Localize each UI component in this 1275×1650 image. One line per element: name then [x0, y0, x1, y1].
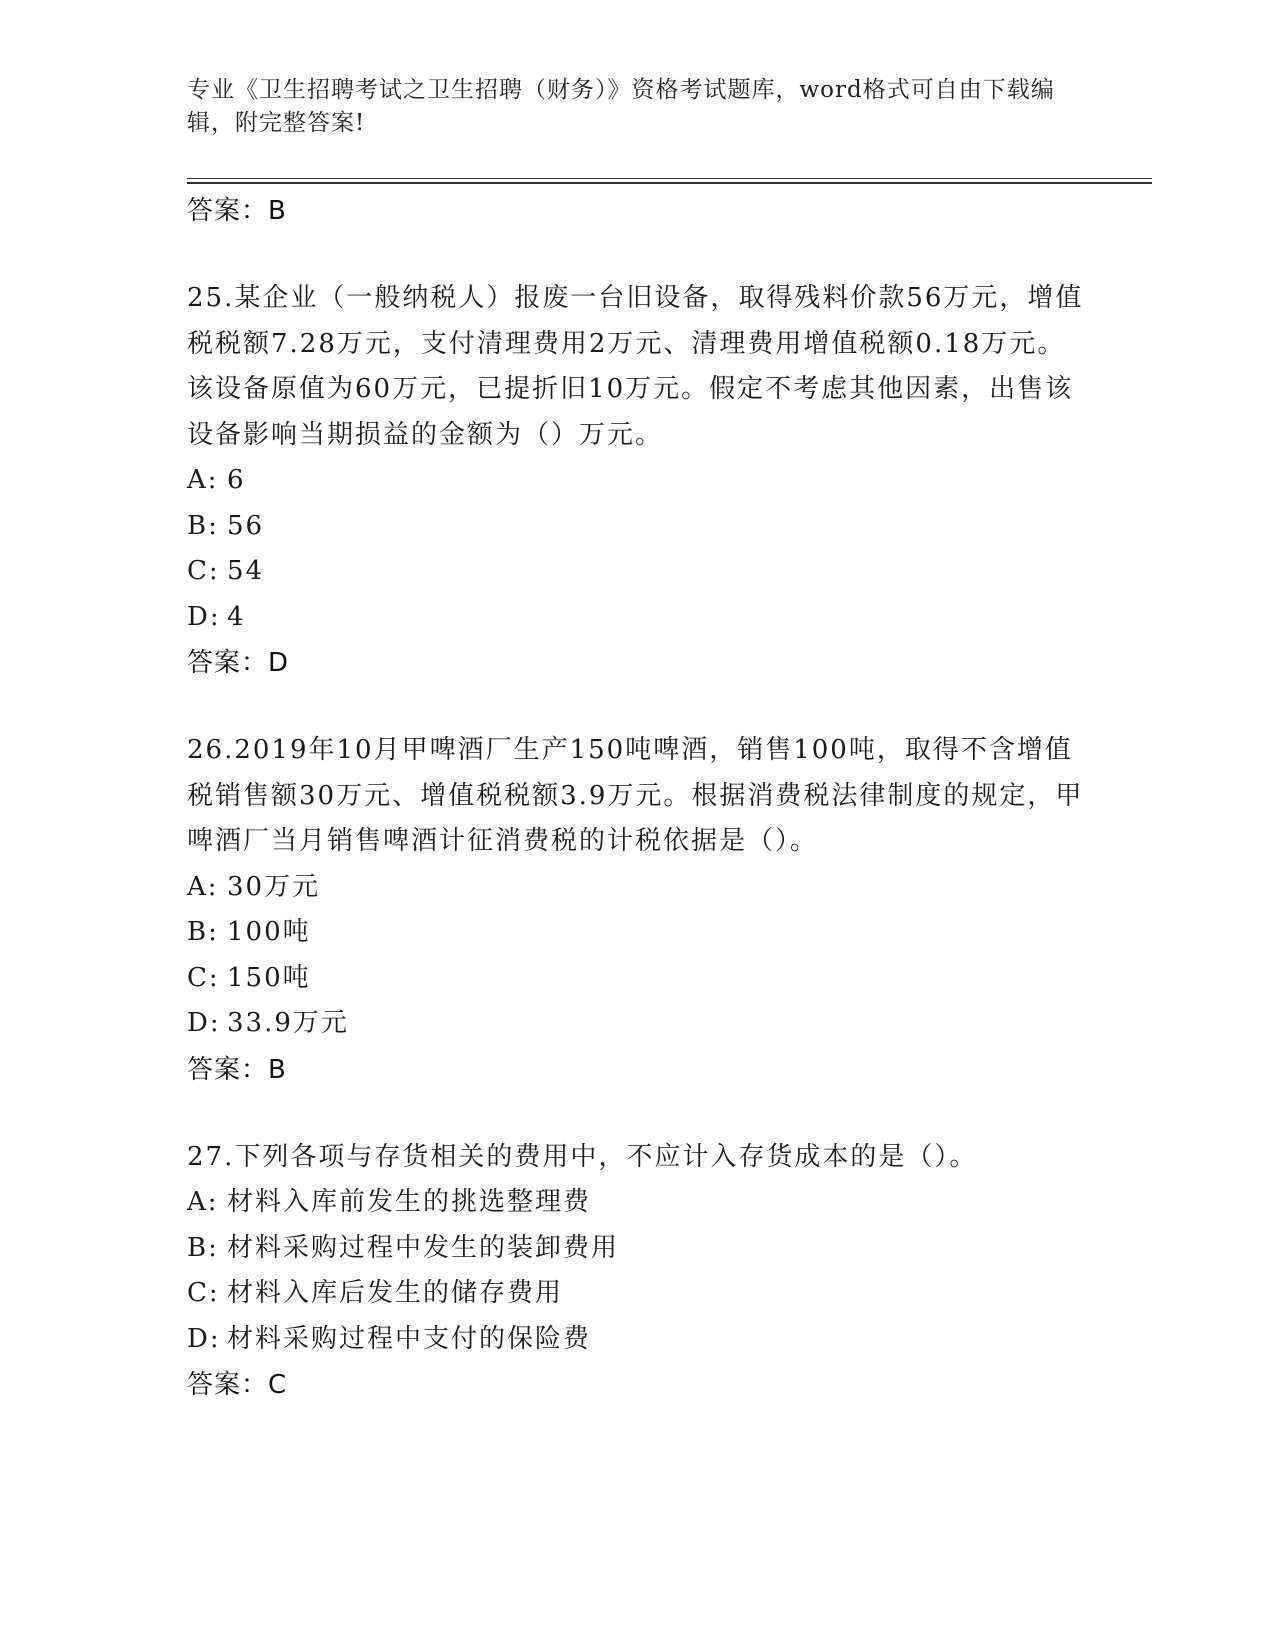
- option-a: [187, 1180, 1087, 1226]
- question-25: [187, 276, 1087, 686]
- option-letter: A:: [187, 871, 219, 902]
- question-stem: 25.某企业（一般纳税人）报废一台旧设备，取得残料价款56万元，增值税税额7.28万元，支付清理费用2万元、清理费用增值税额0.18万元。该设备原值为60万元，已提折旧10万元。假定不考虑其他因素，出售该设备影响当期损益的金额为（）万元。: [187, 283, 1084, 450]
- option-text: 54: [227, 556, 265, 586]
- header-divider-thick: [187, 182, 1152, 184]
- question-answer: 答案：C: [187, 1370, 288, 1400]
- option-letter: B:: [187, 917, 219, 947]
- question-stem: 27.下列各项与存货相关的费用中，不应计入存货成本的是（）。: [187, 1141, 978, 1172]
- option-c: [187, 549, 1087, 595]
- option-a: [187, 865, 1087, 911]
- question-stem: 26.2019年10月甲啤酒厂生产150吨啤酒，销售100吨，取得不含增值税销售额30万元、增值税税额3.9万元。根据消费税法律制度的规定，甲啤酒厂当月销售啤酒计征消费税的计税依据是（）。: [187, 735, 1084, 856]
- option-text: 56: [227, 510, 265, 541]
- question-27: [187, 1135, 1087, 1409]
- option-b: [187, 1226, 1087, 1272]
- option-letter: A:: [187, 465, 219, 495]
- option-d: [187, 595, 1087, 641]
- option-a: [187, 458, 1087, 504]
- page-header: 专业《卫生招聘考试之卫生招聘（财务）》资格考试题库，word格式可自由下载编辑，附完整答案!: [187, 77, 1055, 136]
- option-letter: C:: [187, 1278, 220, 1308]
- option-letter: D:: [187, 1008, 221, 1038]
- option-letter: C:: [187, 962, 220, 993]
- question-answer: 答案：D: [187, 648, 290, 678]
- previous-answer: 答案：B: [187, 196, 287, 226]
- option-text: 材料入库前发生的挑选整理费: [227, 1187, 592, 1217]
- option-text: 30万元: [227, 871, 321, 902]
- option-letter: B:: [187, 1232, 219, 1263]
- option-text: 材料入库后发生的储存费用: [227, 1278, 564, 1308]
- option-letter: B:: [187, 510, 219, 541]
- option-c: [187, 956, 1087, 1002]
- option-letter: D:: [187, 601, 221, 632]
- option-b: [187, 910, 1087, 956]
- option-d: [187, 1317, 1087, 1363]
- option-text: 33.9万元: [227, 1008, 349, 1038]
- option-text: 150吨: [227, 962, 311, 993]
- option-b: [187, 504, 1087, 550]
- option-text: 4: [227, 601, 246, 632]
- question-list: [187, 188, 1087, 1408]
- option-c: [187, 1271, 1087, 1317]
- question-26: [187, 728, 1087, 1093]
- option-letter: D:: [187, 1323, 221, 1354]
- option-text: 100吨: [227, 917, 311, 947]
- option-text: 材料采购过程中支付的保险费: [227, 1323, 592, 1354]
- header-divider-thin: [187, 178, 1152, 179]
- option-text: 6: [227, 465, 246, 495]
- question-answer: 答案：B: [187, 1054, 287, 1085]
- option-text: 材料采购过程中发生的装卸费用: [227, 1232, 620, 1263]
- option-d: [187, 1001, 1087, 1047]
- option-letter: C:: [187, 556, 220, 586]
- option-letter: A:: [187, 1187, 219, 1217]
